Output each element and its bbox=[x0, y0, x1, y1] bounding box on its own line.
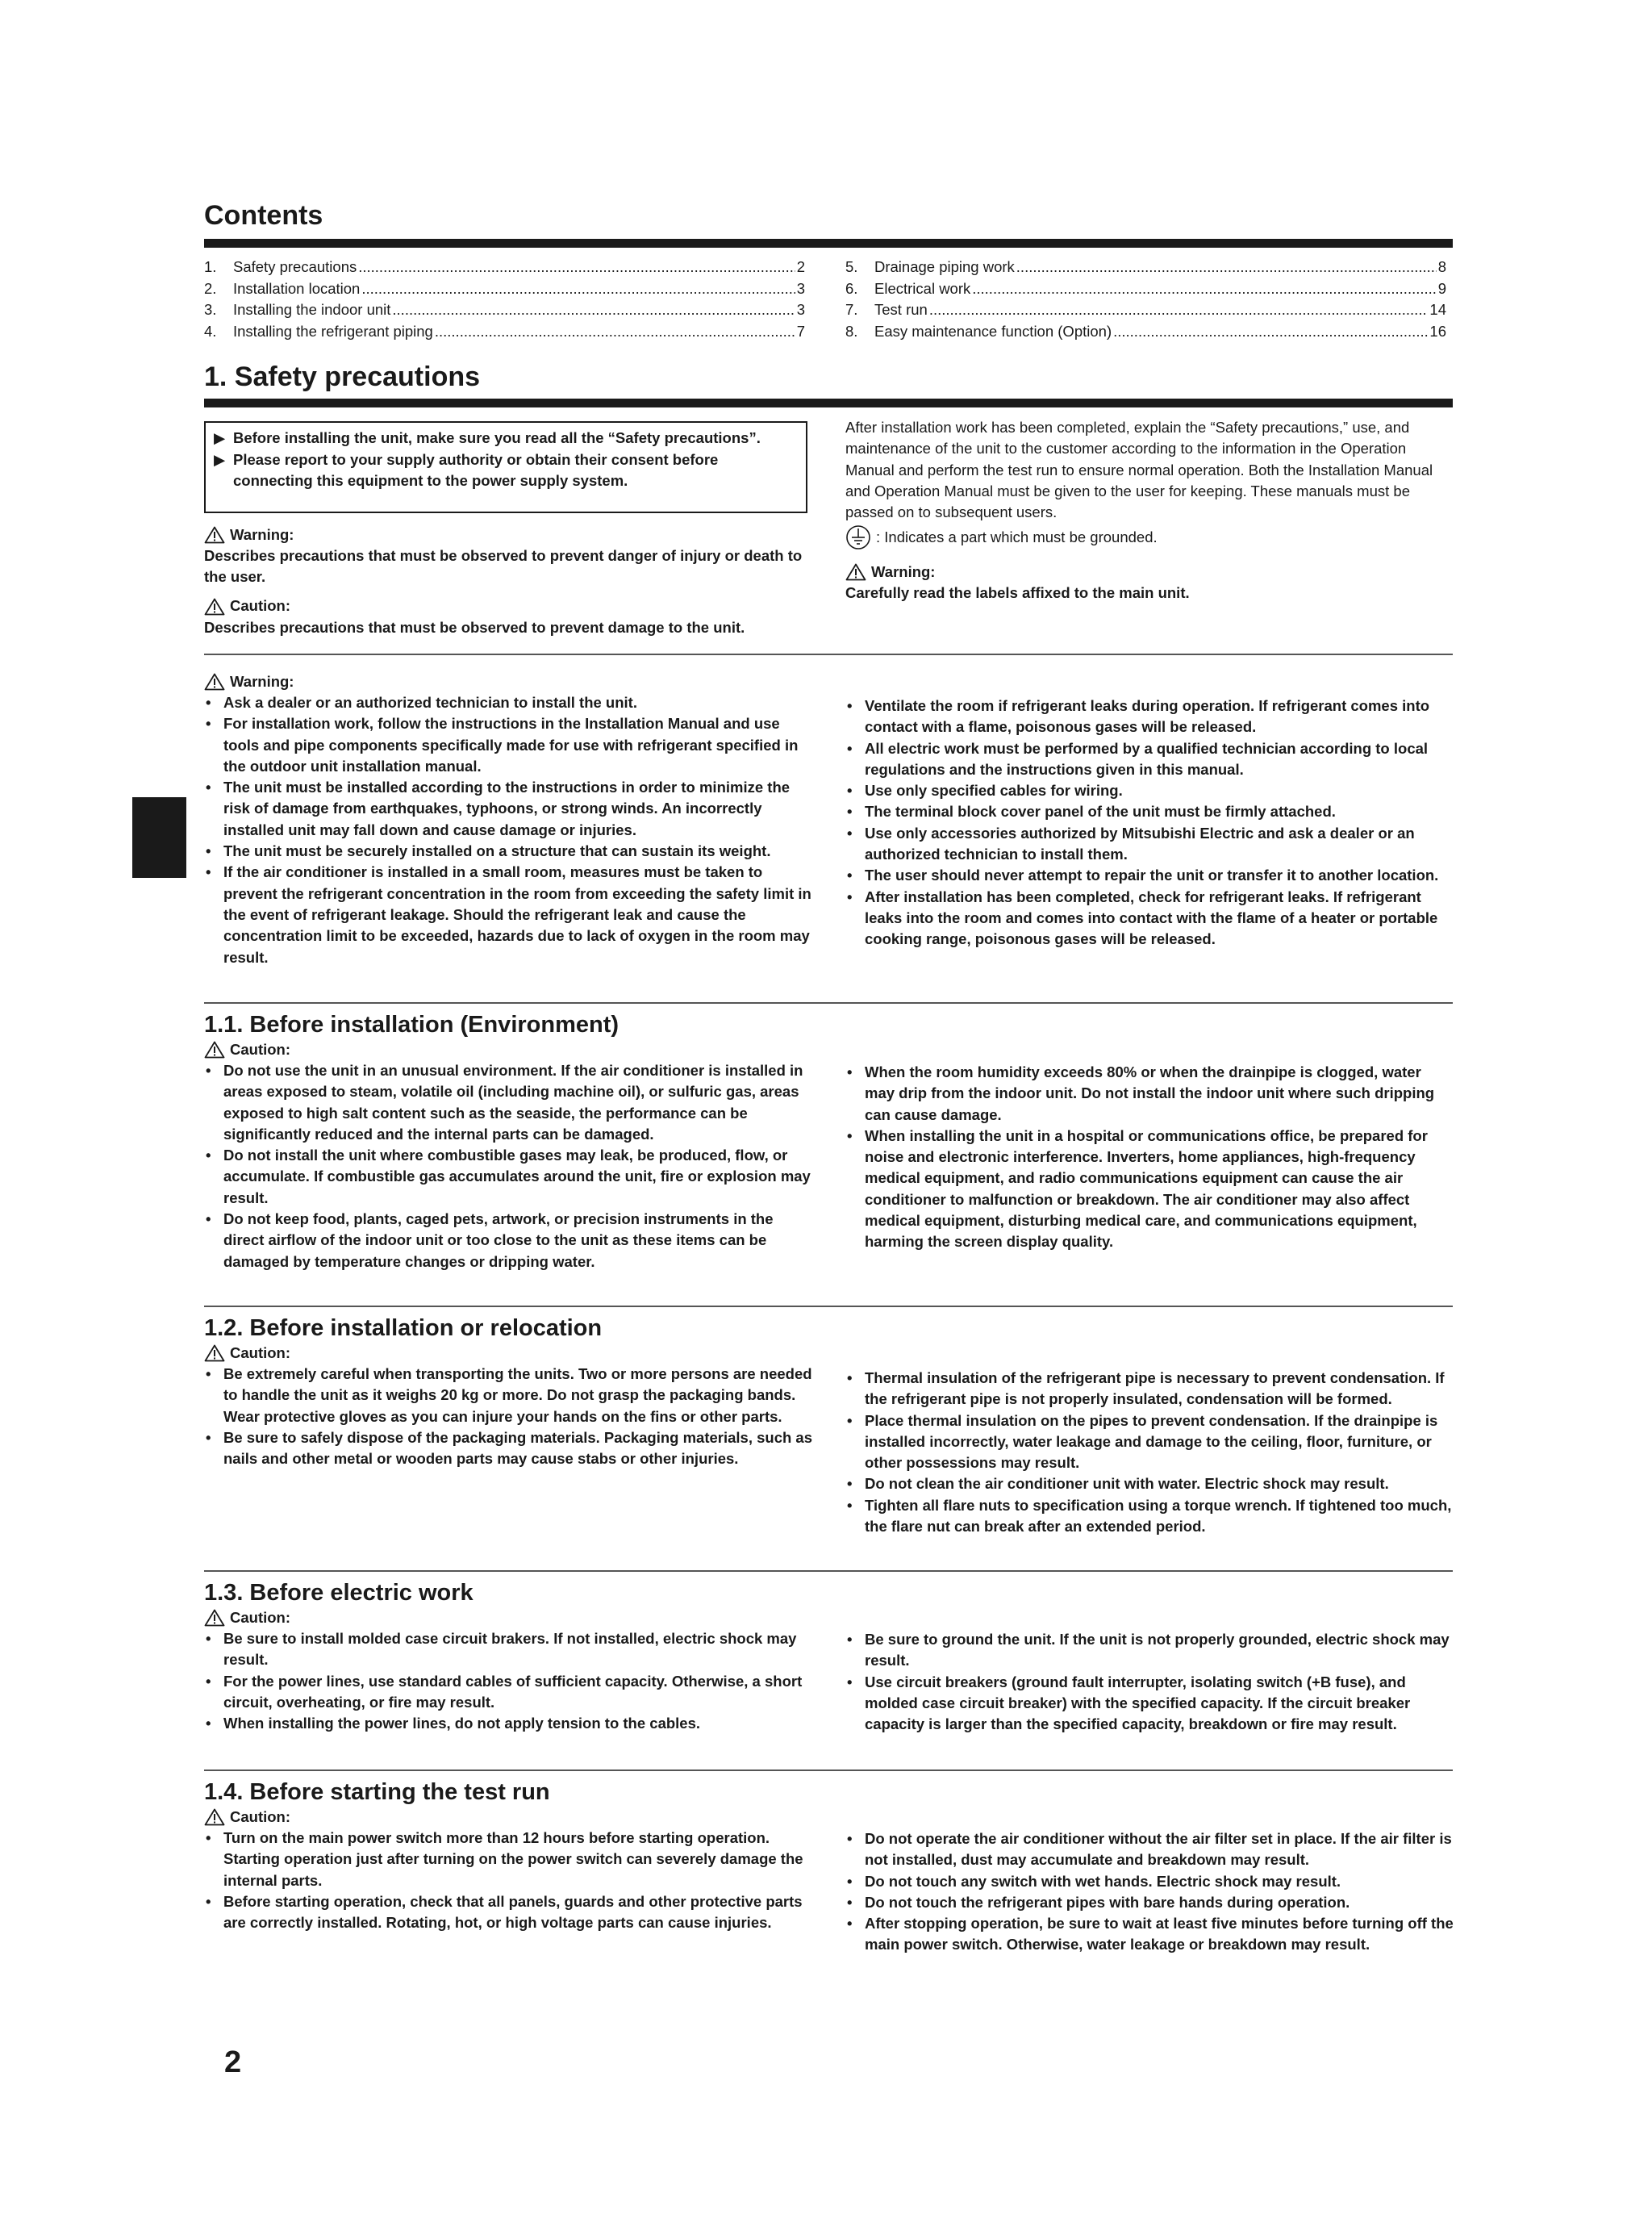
list-item: • When installing the power lines, do not apply tension to the cables. bbox=[204, 1713, 816, 1734]
list-item: • Turn on the main power switch more than 12 hours before starting operation. Starting operation just after turning on the power switch can severely damage the internal parts. bbox=[204, 1828, 816, 1891]
s13-left bbox=[204, 1607, 816, 1734]
list-item: • Do not install the unit where combustible gases may leak, be produced, flow, or accumulate. If combustible gas accumulates around the unit, fire or explosion may result. bbox=[204, 1145, 816, 1209]
divider bbox=[204, 1769, 1453, 1771]
divider bbox=[204, 1570, 1453, 1572]
notice-line: Please report to your supply authority or obtain their consent before connecting this equipment to the power supply system. bbox=[233, 450, 719, 489]
ground-icon bbox=[845, 524, 871, 550]
section-1-3-title: 1.3. Before electric work bbox=[204, 1580, 473, 1606]
s12-right bbox=[845, 1368, 1454, 1537]
symbol-definitions bbox=[204, 524, 807, 638]
list-item: • Do not touch any switch with wet hands. Electric shock may result. bbox=[845, 1871, 1454, 1892]
warning-triangle-icon bbox=[204, 673, 225, 691]
toc-item[interactable]: 1. Safety precautions ..... 2 bbox=[204, 257, 805, 278]
section-1-4-title: 1.4. Before starting the test run bbox=[204, 1779, 550, 1805]
page-number: 2 bbox=[224, 2045, 242, 2079]
divider bbox=[204, 654, 1453, 655]
list-item: • The terminal block cover panel of the unit must be firmly attached. bbox=[845, 801, 1454, 822]
section-1-2-title: 1.2. Before installation or relocation bbox=[204, 1315, 603, 1341]
list-item: • For the power lines, use standard cables of sufficient capacity. Otherwise, a short circuit, overheating, or fire may result. bbox=[204, 1671, 816, 1714]
list-item: • The unit must be installed according to the instructions in order to minimize the risk of damage from earthquakes, typhoons, or strong winds. An incorrectly installed unit may fall down and cause damage or injuries. bbox=[204, 777, 816, 841]
caution-triangle-icon bbox=[204, 1609, 225, 1627]
list-item: • All electric work must be performed by a qualified technician according to local regulations and the instructions given in this manual. bbox=[845, 738, 1454, 781]
list-item: • Do not keep food, plants, caged pets, artwork, or precision instruments in the direct airflow of the indoor unit or too close to the unit as these items can be damaged by temperature changes or dripping water. bbox=[204, 1209, 816, 1272]
intro-right bbox=[845, 417, 1449, 604]
arrow-icon: ▶ bbox=[214, 450, 226, 468]
toc-right bbox=[845, 257, 1446, 342]
warnings-right bbox=[845, 696, 1454, 951]
list-item: • If the air conditioner is installed in a small room, measures must be taken to prevent the refrigerant concentration in the room from exceeding the safety limit in the event of refrigerant leakage. Should the refrigerant leak and cause the concentration limit to be exceeded, hazards due to lack of oxygen in the room may result. bbox=[204, 862, 816, 967]
ground-note bbox=[845, 524, 1449, 550]
toc-item[interactable]: 3. Installing the indoor unit ..... 3 bbox=[204, 299, 805, 321]
list-item: • Use only specified cables for wiring. bbox=[845, 780, 1454, 801]
arrow-icon: ▶ bbox=[214, 429, 226, 446]
list-item: • Do not use the unit in an unusual environment. If the air conditioner is installed in areas exposed to steam, volatile oil (including machine oil), or sulfuric gas, areas exposed to high salt content such as the seaside, the performance can be significantly reduced and the internal parts can be damaged. bbox=[204, 1060, 816, 1145]
s12-left bbox=[204, 1343, 816, 1469]
list-item: • Place thermal insulation on the pipes to prevent condensation. If the drainpipe is installed incorrectly, water leakage and damage to the ceiling, floor, furniture, or other possessions may result. bbox=[845, 1410, 1454, 1474]
warning-triangle-icon bbox=[204, 526, 225, 544]
caution-label: Caution: bbox=[204, 1343, 816, 1364]
safety-title: 1. Safety precautions bbox=[204, 361, 481, 392]
caution-triangle-icon bbox=[204, 1041, 225, 1059]
s11-right bbox=[845, 1062, 1454, 1253]
toc-item[interactable]: 2. Installation location ..... 3 bbox=[204, 278, 805, 300]
warning-description: Describes precautions that must be observed to prevent danger of injury or death to the user. bbox=[204, 547, 803, 586]
list-item: • Do not clean the air conditioner unit with water. Electric shock may result. bbox=[845, 1473, 1454, 1494]
list-item: • Use circuit breakers (ground fault interrupter, isolating switch (+B fuse), and molded case circuit breaker) with the specified capacity. If the circuit breaker capacity is larger than the specified capacity, breakdown or fire may result. bbox=[845, 1672, 1454, 1736]
toc-item[interactable]: 7. Test run ..... 14 bbox=[845, 299, 1446, 321]
warning-label: Warning: bbox=[204, 671, 816, 692]
contents-title: Contents bbox=[204, 200, 323, 231]
warnings-left bbox=[204, 671, 816, 968]
list-item: • After stopping operation, be sure to wait at least five minutes before turning off the main power switch. Otherwise, water leakage or breakdown may result. bbox=[845, 1913, 1454, 1956]
caution-triangle-icon bbox=[204, 1344, 225, 1362]
warning-label: Warning: bbox=[204, 524, 807, 545]
ground-text: : Indicates a part which must be grounded. bbox=[876, 529, 1158, 546]
caution-label: Caution: bbox=[204, 1607, 816, 1628]
intro-paragraph: After installation work has been completed, explain the “Safety precautions,” use, and maintenance of the unit to the customer according to the information in the Operation Manual and perform the test run to ensure normal operation. Both the Installation Manual and Operation Manual must be given to the user for keeping. These manuals must be passed on to subsequent users. bbox=[845, 419, 1433, 521]
list-item: • Before starting operation, check that all panels, guards and other protective parts are correctly installed. Rotating, hot, or high voltage parts can cause injuries. bbox=[204, 1891, 816, 1934]
list-item: • Ask a dealer or an authorized technician to install the unit. bbox=[204, 692, 816, 713]
list-item: • The user should never attempt to repair the unit or transfer it to another location. bbox=[845, 865, 1454, 886]
list-item: • Use only accessories authorized by Mitsubishi Electric and ask a dealer or an authorized technician to install them. bbox=[845, 823, 1454, 866]
list-item: • Thermal insulation of the refrigerant pipe is necessary to prevent condensation. If the refrigerant pipe is not properly insulated, condensation will be formed. bbox=[845, 1368, 1454, 1410]
contents-rule bbox=[204, 239, 1453, 248]
list-item: • Be sure to safely dispose of the packaging materials. Packaging materials, such as nails and other metal or wooden parts may cause stabs or other injuries. bbox=[204, 1427, 816, 1470]
list-item: • Be sure to install molded case circuit brakers. If not installed, electric shock may result. bbox=[204, 1628, 816, 1671]
toc-item[interactable]: 6. Electrical work ..... 9 bbox=[845, 278, 1446, 300]
list-item: • Be extremely careful when transporting the units. Two or more persons are needed to handle the unit as it weighs 20 kg or more. Do not grasp the packaging bands. Wear protective gloves as you can injure your hands on the fins or other parts. bbox=[204, 1364, 816, 1427]
s11-left bbox=[204, 1039, 816, 1272]
s13-right bbox=[845, 1629, 1454, 1735]
caution-triangle-icon bbox=[204, 1808, 225, 1826]
safety-notice-box bbox=[204, 421, 807, 513]
warning-label: Warning: bbox=[845, 562, 1449, 583]
caution-triangle-icon bbox=[204, 598, 225, 616]
list-item: • Ventilate the room if refrigerant leaks during operation. If refrigerant comes into contact with a flame, poisonous gases will be released. bbox=[845, 696, 1454, 738]
warning-triangle-icon bbox=[845, 563, 866, 581]
toc-item[interactable]: 5. Drainage piping work ..... 8 bbox=[845, 257, 1446, 278]
list-item: • Tighten all flare nuts to specification using a torque wrench. If tightened too much, the flare nut can break after an extended period. bbox=[845, 1495, 1454, 1538]
labels-warning-text: Carefully read the labels affixed to the main unit. bbox=[845, 584, 1190, 602]
caution-description: Describes precautions that must be observed to prevent damage to the unit. bbox=[204, 618, 745, 636]
s14-left bbox=[204, 1807, 816, 1933]
section-1-1-title: 1.1. Before installation (Environment) bbox=[204, 1012, 620, 1038]
list-item: • When the room humidity exceeds 80% or when the drainpipe is clogged, water may drip from the indoor unit. Do not install the indoor unit where such dripping can cause damage. bbox=[845, 1062, 1454, 1126]
list-item: • For installation work, follow the instructions in the Installation Manual and use tools and pipe components specifically made for use with refrigerant specified in the outdoor unit installation manual. bbox=[204, 713, 816, 777]
caution-label: Caution: bbox=[204, 1807, 816, 1828]
caution-label: Caution: bbox=[204, 1039, 816, 1060]
list-item: • Do not operate the air conditioner without the air filter set in place. If the air filter is not installed, dust may accumulate and breakdown may result. bbox=[845, 1828, 1454, 1871]
section-tab-marker bbox=[132, 797, 186, 878]
list-item: • Do not touch the refrigerant pipes with bare hands during operation. bbox=[845, 1892, 1454, 1913]
toc-left bbox=[204, 257, 805, 342]
toc-item[interactable]: 4. Installing the refrigerant piping ..... 7 bbox=[204, 321, 805, 343]
toc-item[interactable]: 8. Easy maintenance function (Option) ..... 16 bbox=[845, 321, 1446, 343]
caution-label: Caution: bbox=[204, 596, 807, 617]
safety-rule bbox=[204, 399, 1453, 407]
divider bbox=[204, 1002, 1453, 1004]
list-item: • When installing the unit in a hospital or communications office, be prepared for noise and electronic interference. Inverters, home appliances, high-frequency medical equipment, and radio communications equipment can cause the air conditioner to malfunction or breakdown. The air conditioner may also affect medical equipment, disturbing medical care, and communications equipment, harming the screen display quality. bbox=[845, 1126, 1454, 1253]
s14-right bbox=[845, 1828, 1454, 1956]
notice-line: Before installing the unit, make sure you read all the “Safety precautions”. bbox=[233, 429, 761, 446]
list-item: • After installation has been completed, check for refrigerant leaks. If refrigerant leaks into the room and comes into contact with the flame of a heater or portable cooking range, poisonous gases will be released. bbox=[845, 887, 1454, 951]
list-item: • The unit must be securely installed on a structure that can sustain its weight. bbox=[204, 841, 816, 862]
divider bbox=[204, 1306, 1453, 1307]
list-item: • Be sure to ground the unit. If the unit is not properly grounded, electric shock may result. bbox=[845, 1629, 1454, 1672]
